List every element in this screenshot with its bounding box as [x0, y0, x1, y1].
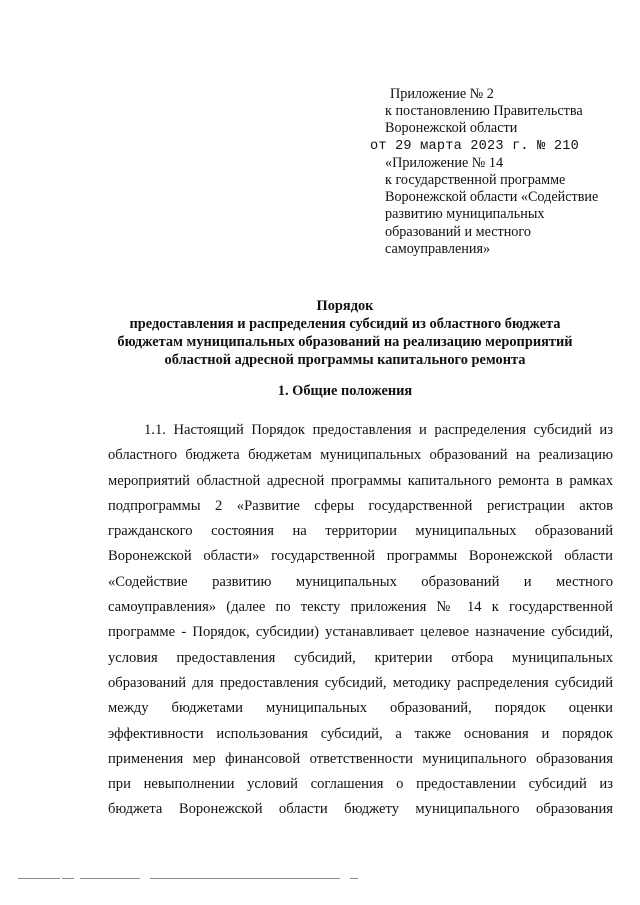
- body-line: эффективности использования субсидий, а также основания и порядок: [108, 725, 613, 742]
- body-line: бюджета Воронежской области бюджету муниципального образования: [108, 801, 613, 818]
- appendix-line: развитию муниципальных: [385, 206, 545, 223]
- document-title: [70, 297, 620, 369]
- body-line: программе - Порядок, субсидии) устанавливает целевое назначение субсидий,: [108, 624, 613, 641]
- body-line: между бюджетами муниципальных образований, порядок оценки: [108, 700, 613, 717]
- appendix-line: «Приложение № 14: [385, 154, 504, 171]
- title-line: предоставления и распределения субсидий из областного бюджета: [129, 316, 561, 332]
- appendix-line: к постановлению Правительства: [385, 103, 583, 120]
- appendix-stamp-line: от 29 марта 2023 г. № 210: [370, 138, 579, 154]
- section-heading: 1. Общие положения: [277, 383, 413, 399]
- body-line: гражданского состояния на территории муниципальных образований: [108, 523, 613, 540]
- body-line: Воронежской области» государственной программы Воронежской области: [108, 548, 613, 565]
- appendix-line: к государственной программе: [385, 172, 566, 189]
- body-line: подпрограммы 2 «Развитие сферы государственной регистрации актов: [108, 497, 613, 514]
- body-line: применения мер финансовой ответственности муниципального образования: [108, 750, 613, 767]
- body-line: самоуправления» (далее по тексту приложения № 14 к государственной: [108, 599, 613, 616]
- appendix-line: образований и местного: [385, 223, 531, 240]
- body-line: при невыполнении условий соглашения о предоставлении субсидий из: [108, 776, 613, 793]
- body-line: 1.1. Настоящий Порядок предоставления и распределения субсидий из: [144, 422, 613, 438]
- title-line: областной адресной программы капитального ремонта: [164, 352, 526, 368]
- body-line: условия предоставления субсидий, критерии отбора муниципальных: [108, 649, 613, 666]
- appendix-line: Воронежской области «Содействие: [385, 189, 599, 206]
- appendix-header: [370, 86, 630, 258]
- body-line: образований для предоставления субсидий, методику распределения субсидий: [108, 674, 613, 691]
- title-line: Порядок: [316, 298, 374, 314]
- appendix-line: самоуправления»: [385, 240, 491, 257]
- scan-footer-rule: [0, 878, 640, 879]
- body-line: областного бюджета бюджетам муниципальных образований на реализацию: [108, 447, 613, 464]
- body-line: «Содействие развитию муниципальных образований и местного: [108, 573, 613, 590]
- title-line: бюджетам муниципальных образований на реализацию мероприятий: [117, 334, 573, 350]
- appendix-line: Приложение № 2: [390, 86, 494, 102]
- body-paragraph: [108, 418, 613, 823]
- body-line: мероприятий областной адресной программы капитального ремонта в рамках: [108, 472, 613, 489]
- appendix-line: Воронежской области: [385, 120, 518, 137]
